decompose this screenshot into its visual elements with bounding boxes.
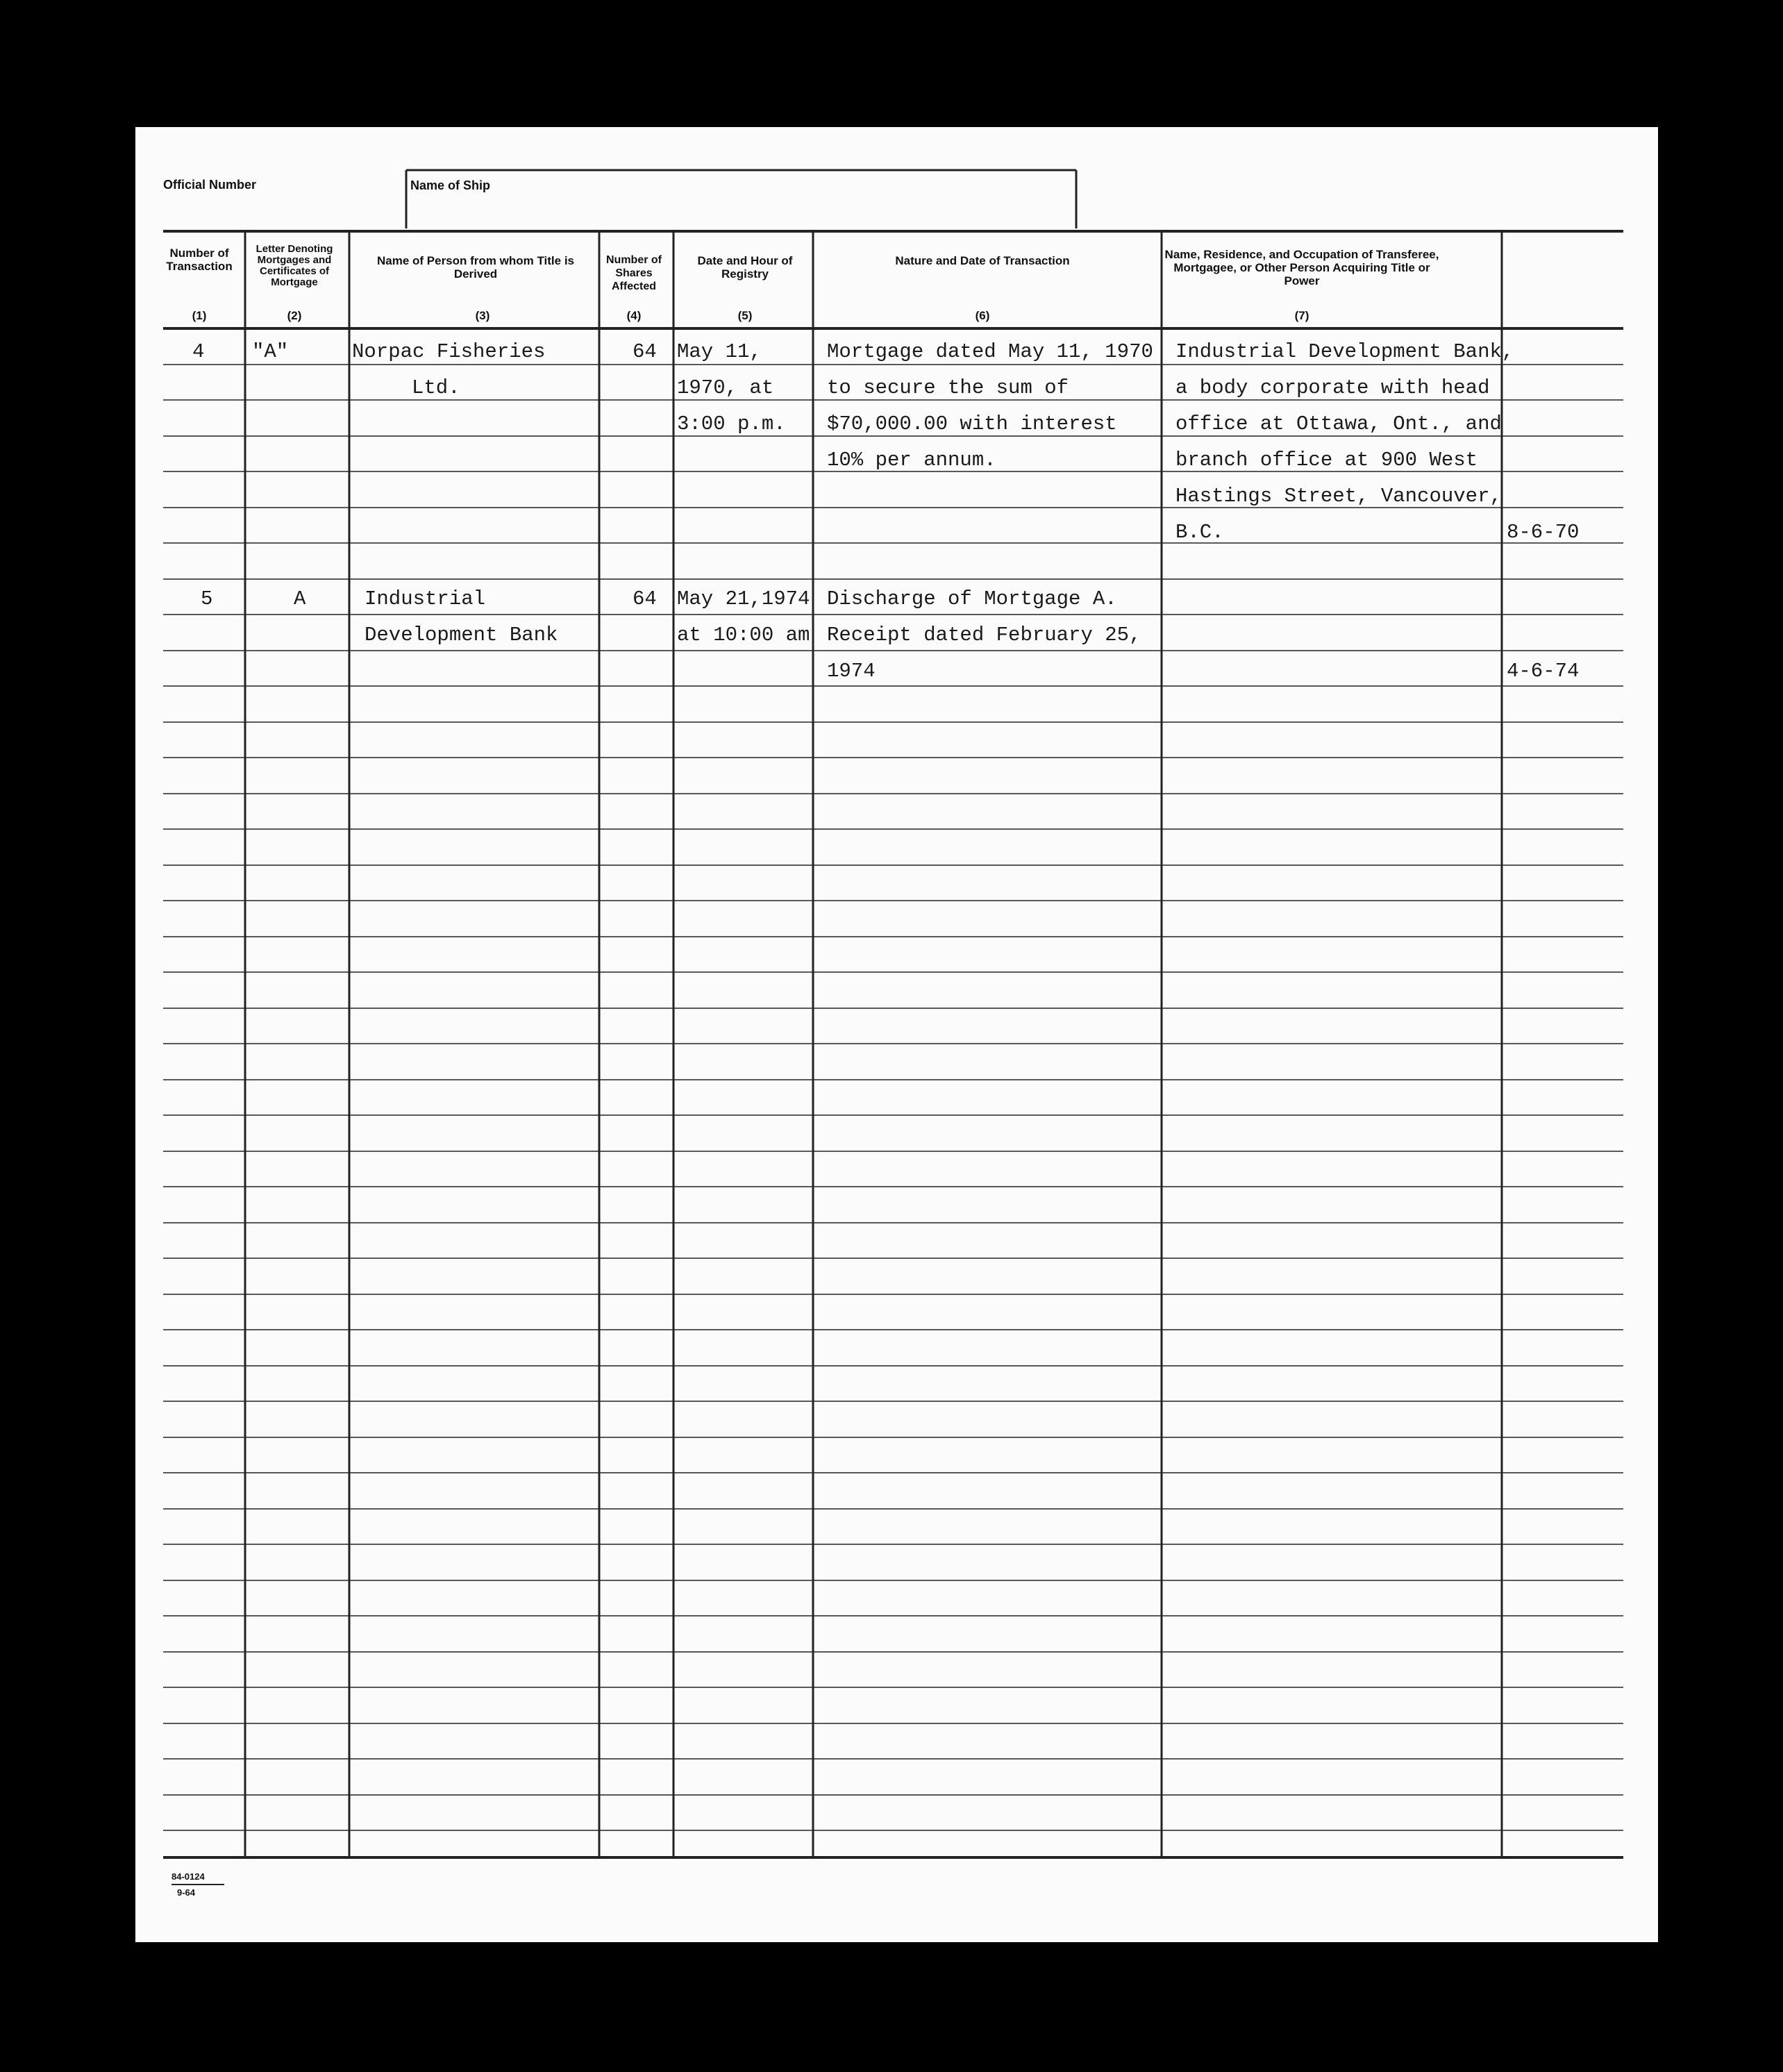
entry5-nature-line2: Receipt dated February 25, [827,624,1141,646]
entry4-acquirer-line2: a body corporate with head [1175,376,1490,399]
col3-number: (3) [475,309,490,322]
entry5-letter: A [294,587,306,610]
entry4-nature-line4: 10% per annum. [827,449,996,471]
col6-number: (6) [975,309,990,322]
col1-number: (1) [192,309,207,322]
form-code-number: 84-0124 [171,1871,205,1882]
entry4-nature-line1: Mortgage dated May 11, 1970 [827,340,1153,363]
col7-number: (7) [1294,309,1309,322]
col2-number: (2) [287,309,302,322]
entry4-acquirer-line1: Industrial Development Bank, [1175,340,1514,363]
entry5-shares: 64 [633,587,657,610]
entry5-nature-line3: 1974 [827,660,876,683]
official-number-label: Official Number [163,178,257,192]
col6-header: Nature and Date of Transaction [895,254,1070,267]
register-page [135,127,1658,1942]
entry4-letter: "A" [252,340,289,363]
entry5-date-note: 4-6-74 [1507,660,1580,683]
form-code-date: 9-64 [177,1887,196,1898]
col1-header: Number of Transaction [166,247,233,273]
entry4-date-note: 8-6-70 [1507,521,1580,544]
ruled-grid [135,127,1658,1942]
name-of-ship-label: Name of Ship [410,178,491,192]
col4-header: Number of Shares Affected [606,254,662,292]
entry4-from-line2: Ltd. [412,376,460,399]
entry4-nature-line2: to secure the sum of [827,376,1069,399]
col7-header: Name, Residence, and Occupation of Transferee, Mortgagee, or Other Person Acquiring Title or Power [1164,248,1439,287]
entry4-acquirer-line4: branch office at 900 West [1175,449,1478,471]
col5-number: (5) [737,309,753,322]
entry4-number: 4 [192,340,205,363]
entry5-nature-line1: Discharge of Mortgage A. [827,587,1117,610]
entry4-acquirer-line5: Hastings Street, Vancouver, [1175,485,1502,508]
col5-header: Date and Hour of Registry [697,254,793,281]
entry4-registry-line1: May 11, [677,340,762,363]
entry4-acquirer-line3: office at Ottawa, Ont., and [1175,412,1502,435]
entry5-from-line1: Industrial [365,587,486,610]
entry5-from-line2: Development Bank [365,624,558,646]
entry5-number: 5 [201,587,213,610]
entry5-registry-line2: at 10:00 am [677,624,810,646]
entry4-shares: 64 [633,340,657,363]
entry4-registry-line2: 1970, at [677,376,774,399]
entry5-registry-line1: May 21,1974 [677,587,810,610]
col4-number: (4) [626,309,642,322]
entry4-nature-line3: $70,000.00 with interest [827,412,1117,435]
entry4-acquirer-line6: B.C. [1175,521,1224,544]
col3-header: Name of Person from whom Title is Derived [376,254,575,281]
entry4-registry-line3: 3:00 p.m. [677,412,786,435]
col2-header: Letter Denoting Mortgages and Certificates of Mortgage [256,243,333,288]
entry4-from-line1: Norpac Fisheries [352,340,546,363]
